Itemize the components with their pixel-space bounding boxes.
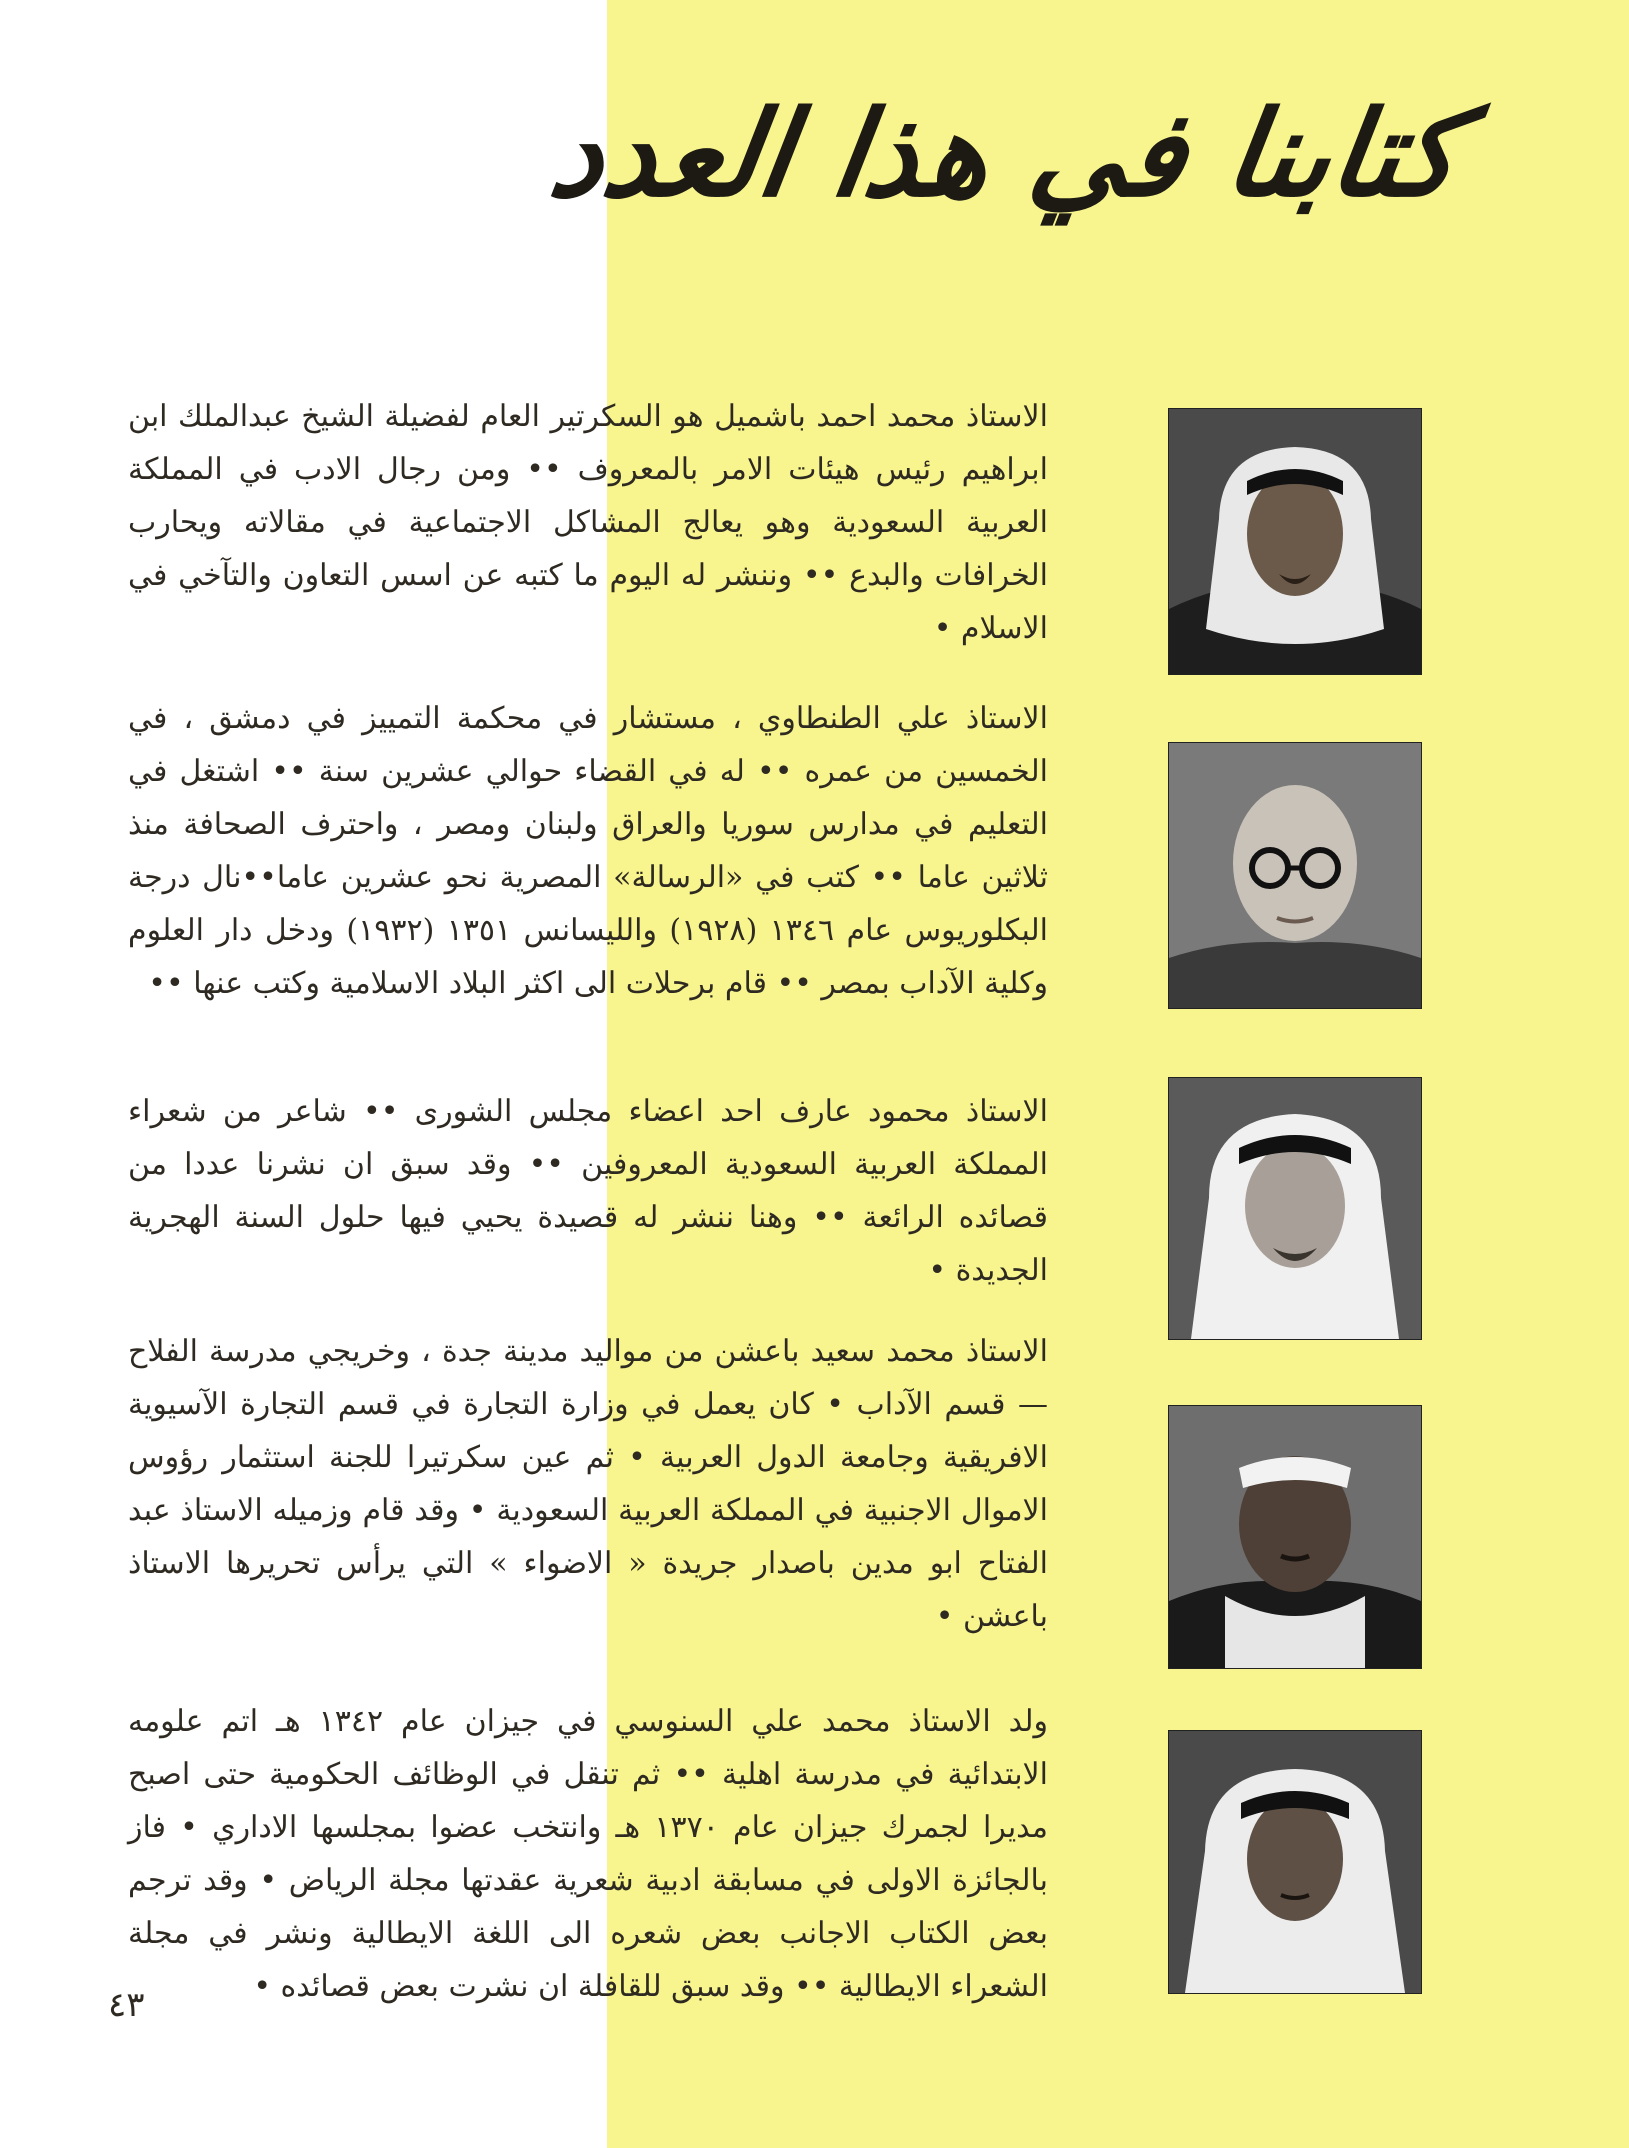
author-bio: الاستاذ علي الطنطاوي ، مستشار في محكمة التمييز في دمشق ، في الخمسين من عمره •• له في القضاء حوالي عشرين سنة •• اشتغل في التعليم في مدارس سوريا والعراق ولبنان ومصر ، واحترف الصحافة منذ ثلاثين عاما •• كتب في «الرسالة» المصرية نحو عشرين عاما••نال درجة البكلوريوس عام ١٣٤٦ (١٩٢٨) والليسانس ١٣٥١ (١٩٣٢) ودخل دار العلوم وكلية الآداب بمصر •• قام برحلات الى اكثر البلاد الاسلامية وكتب عنها ••: [128, 701, 1049, 1001]
author-bio: الاستاذ محمد احمد باشميل هو السكرتير العام لفضيلة الشيخ عبدالملك ابن ابراهيم رئيس هيئات الامر بالمعروف •• ومن رجال الادب في المملكة العربية السعودية وهو يعالج المشاكل الاجتماعية في مقالاته ويحارب الخرافات والبدع •• وننشر له اليوم ما كتبه عن اسس التعاون والتآخي في الاسلام •: [128, 399, 1048, 646]
author-portrait-photo: [1168, 742, 1422, 1009]
author-bio: الاستاذ محمد سعيد باعشن من مواليد مدينة جدة ، وخريجي مدرسة الفلاح — قسم الآداب • كان يعمل في وزارة التجارة في قسم التجارة الآسيوية الافريقية وجامعة الدول العربية • ثم عين سكرتيرا للجنة استثمار رؤوس الاموال الاجنبية في المملكة العربية السعودية • وقد قام وزميله الاستاذ عبد الفتاح ابو مدين باصدار جريدة « الاضواء » التي يرأس تحريرها الاستاذ باعشن •: [128, 1334, 1048, 1634]
page-title: كتابنا في هذا العدد: [542, 84, 1469, 223]
author-portrait-photo: [1168, 1077, 1422, 1340]
author-portrait-photo: [1168, 1730, 1422, 1994]
page-number: ٤٣: [108, 1985, 145, 2025]
author-bio: ولد الاستاذ محمد علي السنوسي في جيزان عام ١٣٤٢ هـ اتم علومه الابتدائية في مدرسة اهلية •• ثم تنقل في الوظائف الحكومية حتى اصبح مديرا لجمرك جيزان عام ١٣٧٠ هـ وانتخب عضوا بمجلسها الاداري • فاز بالجائزة الاولى في مسابقة ادبية شعرية عقدتها مجلة الرياض • وقد ترجم بعض الكتاب الاجانب بعض شعره الى اللغة الايطالية ونشر في مجلة الشعراء الايطالية •• وقد سبق للقافلة ان نشرت بعض قصائده •: [128, 1704, 1049, 2004]
author-portrait-photo: [1168, 1405, 1422, 1669]
author-portrait-photo: [1168, 408, 1422, 675]
author-bio: الاستاذ محمود عارف احد اعضاء مجلس الشورى •• شاعر من شعراء المملكة العربية السعودية المعروفين •• وقد سبق ان نشرنا عددا من قصائده الرائعة •• وهنا ننشر له قصيدة يحيي فيها حلول السنة الهجرية الجديدة •: [128, 1094, 1048, 1288]
